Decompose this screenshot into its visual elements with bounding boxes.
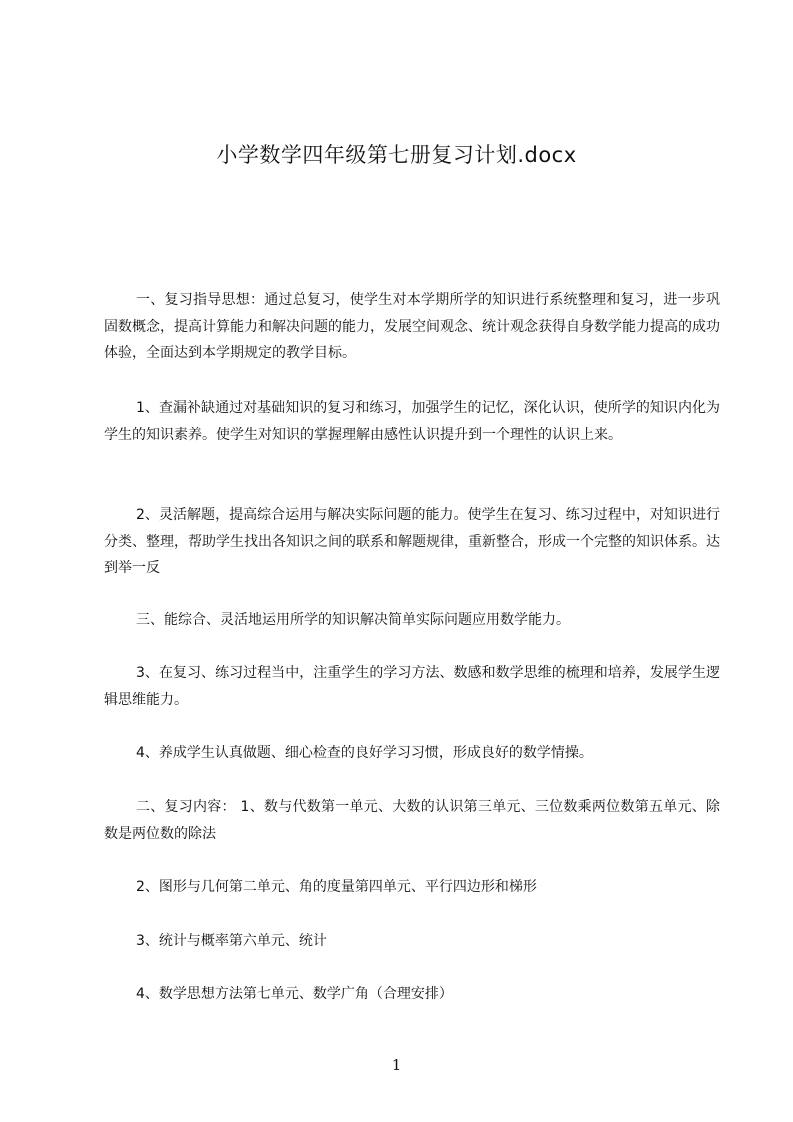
paragraph-study-habits: 4、养成学生认真做题、细心检查的良好学习习惯，形成良好的数学情操。	[136, 745, 593, 761]
page-number: 1	[391, 1056, 402, 1074]
paragraph-learning-methods: 3、在复习、练习过程当中，注重学生的学习方法、数感和数学思维的梳理和培养，发展学生逻辑思维能力。	[104, 665, 720, 708]
document-title: 小学数学四年级第七册复习计划.docx	[216, 143, 577, 167]
paragraph-statistics: 3、统计与概率第六单元、统计	[136, 933, 327, 949]
paragraph-flexible-solving: 2、灵活解题，提高综合运用与解决实际问题的能力。使学生在复习、练习过程中，对知识进行分类、整理，帮助学生找出各知识之间的联系和解题规律，重新整合，形成一个完整的知识体系。达到举一反	[104, 507, 720, 576]
paragraph-review-content: 二、复习内容： 1、数与代数第一单元、大数的认识第三单元、三位数乘两位数第五单元、除数是两位数的除法	[104, 799, 720, 842]
paragraph-geometry: 2、图形与几何第二单元、角的度量第四单元、平行四边形和梯形	[136, 879, 537, 895]
paragraph-application-ability: 三、能综合、灵活地运用所学的知识解决简单实际问题应用数学能力。	[136, 612, 570, 628]
paragraph-check-gaps: 1、查漏补缺通过对基础知识的复习和练习，加强学生的记忆，深化认识，使所学的知识内化为学生的知识素养。使学生对知识的掌握理解由感性认识提升到一个理性的认识上来。	[104, 400, 720, 443]
paragraph-guiding-ideology: 一、复习指导思想：通过总复习，使学生对本学期所学的知识进行系统整理和复习，进一步巩固数概念，提高计算能力和解决问题的能力，发展空间观念、统计观念获得自身数学能力提高的成功体验，全面达到本学期规定的教学目标。	[104, 292, 720, 361]
paragraph-math-thinking: 4、数学思想方法第七单元、数学广角（合理安排）	[136, 986, 453, 1002]
